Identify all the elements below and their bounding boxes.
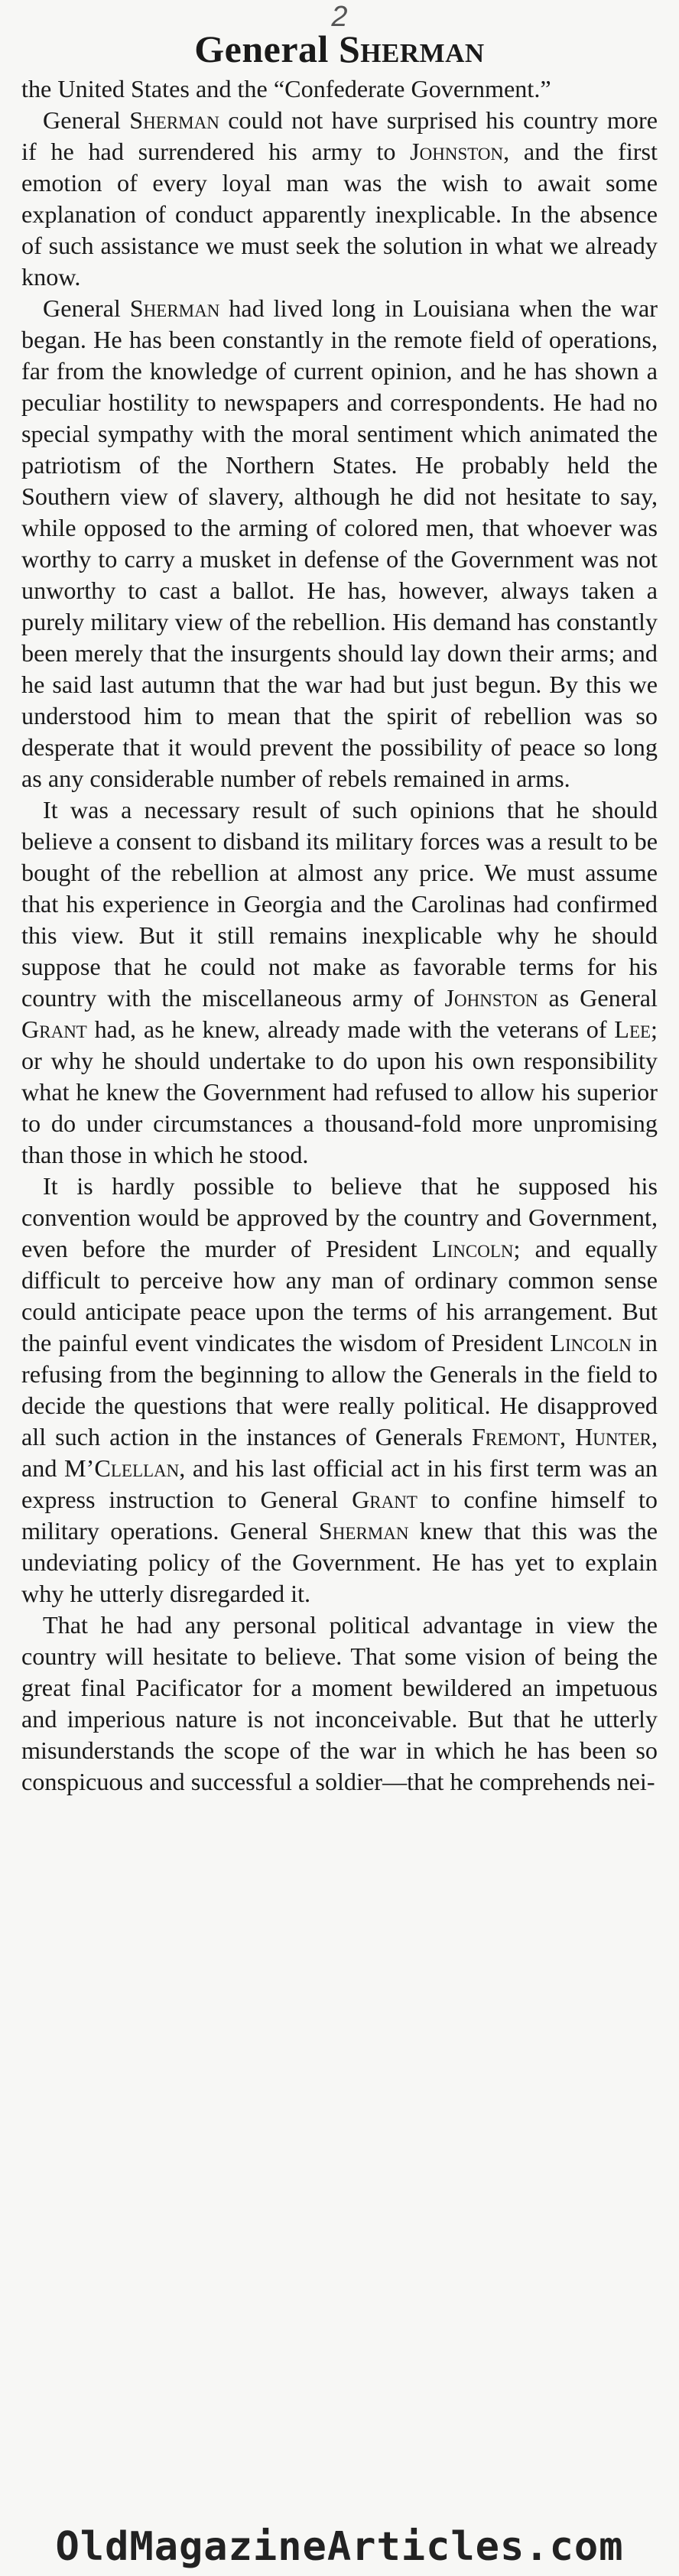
- proper-name: Lincoln: [431, 1235, 514, 1262]
- text-run: in refusing from the beginning to allow the Generals in the field to decide the questions that were really political. He disapproved all such action in the instances of Generals: [21, 1329, 658, 1450]
- proper-name: Johnston: [444, 984, 538, 1012]
- article-paragraph: [21, 1171, 658, 1610]
- proper-name: Sherman: [129, 294, 220, 322]
- text-run: could not have surprised his country more if he had surrendered his army to: [21, 106, 658, 165]
- proper-name: Sherman: [129, 106, 219, 134]
- proper-name: Grant: [21, 1015, 87, 1043]
- text-run: General: [43, 294, 130, 322]
- proper-name: Sherman: [318, 1517, 409, 1545]
- text-run: had, as he knew, already made with the veterans of: [86, 1015, 615, 1043]
- proper-name: Hunter: [575, 1423, 651, 1450]
- text-run: had lived long in Louisiana when the war began. He has been constantly in the remote field of operations, far from the knowledge of current opinion, and he has shown a peculiar hostility to newspapers and correspondents. He had no special sympathy with the moral sentiment which animated the patriotism of the Northern States. He probably held the Southern view of slavery, although he did not hesitate to say, while opposed to the arming of colored men, that whoever was worthy to carry a musket in defense of the Government was not unworthy to cast a ballot. He has, however, always taken a purely military view of the rebellion. His demand has constantly been merely that the insurgents should lay down their arms; and he said last autumn that the war had but just begun. By this we understood him to mean that the spirit of rebellion was so desperate that it would prevent the possibility of peace so long as any considerable number of rebels remained in arms.: [21, 294, 658, 792]
- text-run: It is hardly possible to believe that he supposed his convention would be approved by the country and Government, even before the murder of President: [21, 1172, 658, 1262]
- article-paragraph: [21, 73, 658, 105]
- text-run: It was a necessary result of such opinions that he should believe a consent to disband its military forces was a result to be bought of the rebellion at almost any price. We must assume that his experience in Georgia and the Carolinas had confirmed this view. But it still remains inexplicable why he should suppose that he could not make as favorable terms for his country with the miscellaneous army of: [21, 796, 658, 1012]
- proper-name: Lee: [614, 1015, 651, 1043]
- article-paragraph: [21, 293, 658, 794]
- text-run: , and M’: [21, 1423, 658, 1482]
- headline: [0, 26, 679, 72]
- article-body: [21, 73, 658, 1798]
- article-paragraph: [21, 105, 658, 293]
- proper-name: Fremont: [472, 1423, 560, 1450]
- site-watermark: OldMagazineArticles.com: [55, 2524, 624, 2570]
- text-run: , and the first emotion of every loyal man was the wish to await some explanation of conduct apparently inexplicable. In the absence of such assistance we must seek the solution in what we already know.: [21, 138, 658, 291]
- proper-name: Grant: [352, 1486, 417, 1513]
- text-run: ,: [560, 1423, 576, 1450]
- proper-name: Clellan: [94, 1454, 180, 1482]
- text-run: , and his last official act in his first term was an express instruction to General: [21, 1454, 658, 1513]
- proper-name: Johnston: [410, 138, 504, 165]
- text-run: That he had any personal political advantage in view the country will hesitate to believe. That some vision of being the great final Pacificator for a moment bewildered an impetuous and imperious nature is not inconceivable. But that he utterly misunderstands the scope of the war in which he has been so conspicuous and successful a soldier—that he comprehends nei-: [21, 1611, 658, 1795]
- text-run: the United States and the “Confederate Government.”: [21, 75, 551, 102]
- proper-name: Lincoln: [550, 1329, 632, 1356]
- headline-name: Sherman: [338, 28, 485, 70]
- text-run: ; or why he should undertake to do upon his own responsibility what he knew the Government had refused to allow his superior to do under circumstances a thousand-fold more unpromising than those in which he stood.: [21, 1015, 658, 1168]
- page-number: 2: [331, 1, 348, 33]
- headline-prefix: General: [194, 28, 339, 70]
- text-run: as General: [538, 984, 658, 1012]
- text-run: knew that this was the undeviating policy of the Government. He has yet to explain why he utterly disregarded it.: [21, 1517, 658, 1607]
- text-run: General: [43, 106, 130, 134]
- article-paragraph: [21, 794, 658, 1171]
- text-run: to confine himself to military operations. General: [21, 1486, 658, 1545]
- text-run: ; and equally difficult to perceive how any man of ordinary common sense could anticipate peace upon the terms of his arrangement. But the painful event vindicates the wisdom of President: [21, 1235, 658, 1356]
- article-paragraph: [21, 1610, 658, 1798]
